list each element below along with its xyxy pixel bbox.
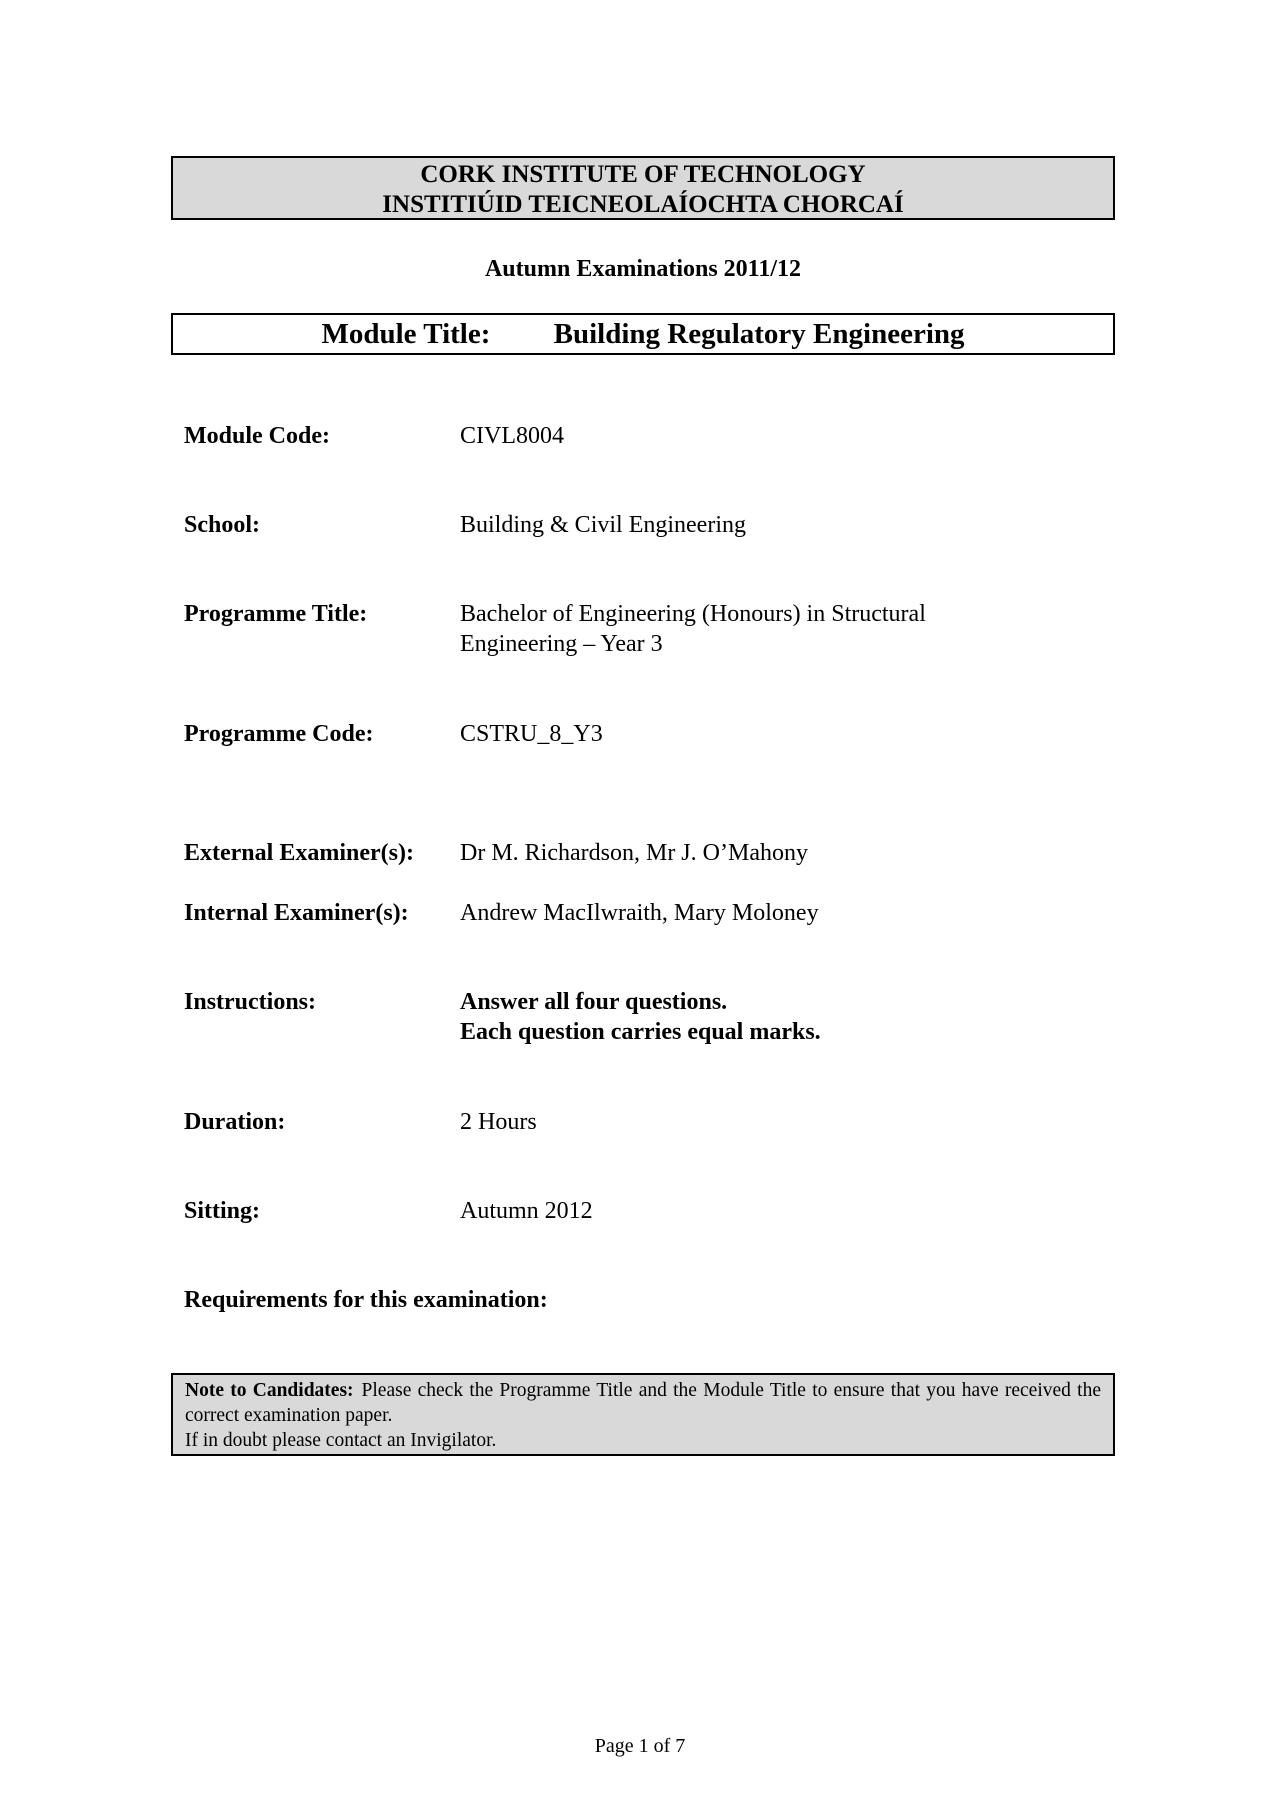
exam-session-heading: Autumn Examinations 2011/12: [484, 256, 802, 282]
programme-code-label: Programme Code:: [184, 721, 374, 747]
institute-header-box: [171, 156, 1115, 220]
school-value: Building & Civil Engineering: [460, 512, 746, 538]
school-label: School:: [184, 512, 261, 538]
note-text-invigilator: If in doubt please contact an Invigilator.: [185, 1430, 497, 1451]
programme-code-value: CSTRU_8_Y3: [460, 721, 603, 747]
module-code-label: Module Code:: [184, 423, 330, 449]
module-title-value: Building Regulatory Engineering: [553, 318, 965, 350]
page-number: Page 1 of 7: [594, 1735, 686, 1757]
note-main-paragraph: [185, 1378, 1101, 1428]
note-text: Please check the Programme Title and the Module Title to ensure that you have received the correct examination paper.: [185, 1380, 1102, 1426]
module-title-label: Module Title:: [321, 318, 491, 350]
programme-title-line-1: Bachelor of Engineering (Honours) in Structural: [460, 601, 926, 627]
programme-title-label: Programme Title:: [184, 601, 368, 627]
internal-examiners-label: Internal Examiner(s):: [184, 900, 409, 926]
duration-value: 2 Hours: [460, 1109, 537, 1135]
note-to-candidates-box: [171, 1373, 1115, 1456]
requirements-heading: Requirements for this examination:: [184, 1287, 548, 1313]
instructions-line-1: Answer all four questions.: [460, 989, 728, 1015]
programme-title-value: [460, 599, 1060, 659]
instructions-label: Instructions:: [184, 989, 317, 1015]
institute-name-irish: INSTITIÚID TEICNEOLAÍOCHTA CHORCAÍ: [382, 191, 904, 218]
sitting-value: Autumn 2012: [460, 1198, 593, 1224]
module-code-value: CIVL8004: [460, 423, 564, 449]
instructions-value: [460, 987, 1060, 1047]
module-title-box: [171, 313, 1115, 355]
external-examiners-value: Dr M. Richardson, Mr J. O’Mahony: [460, 840, 808, 866]
note-label: Note to Candidates:: [185, 1380, 354, 1401]
internal-examiners-value: Andrew MacIlwraith, Mary Moloney: [460, 900, 819, 926]
external-examiners-label: External Examiner(s):: [184, 840, 414, 866]
institute-name-english: CORK INSTITUTE OF TECHNOLOGY: [420, 161, 866, 188]
duration-label: Duration:: [184, 1109, 286, 1135]
instructions-line-2: Each question carries equal marks.: [460, 1019, 821, 1045]
programme-title-line-2: Engineering – Year 3: [460, 631, 663, 657]
sitting-label: Sitting:: [184, 1198, 261, 1224]
